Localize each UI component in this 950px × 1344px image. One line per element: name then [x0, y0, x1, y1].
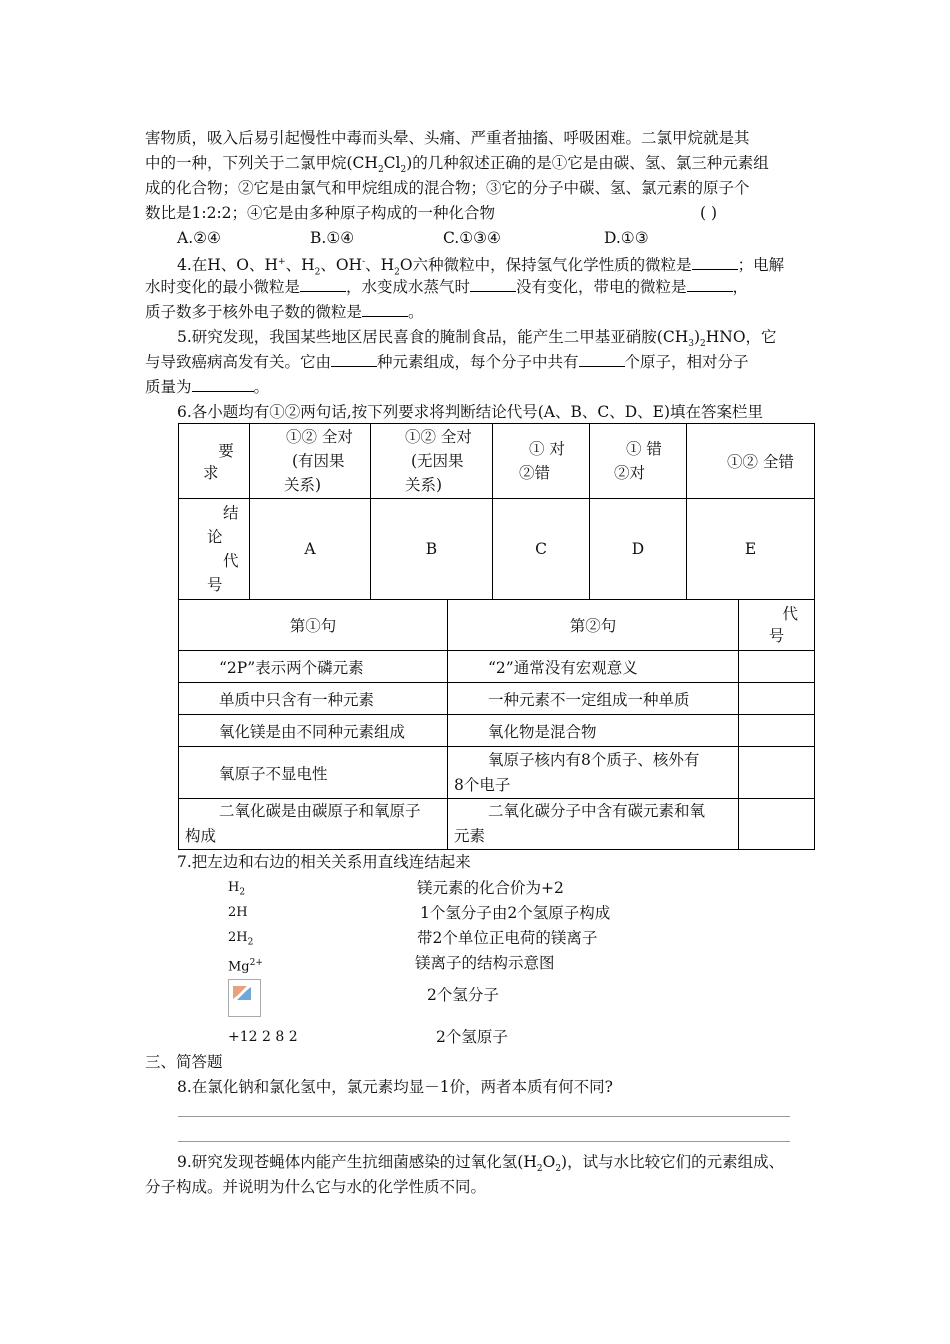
criteria-col-3: ① 对 ②错	[493, 424, 590, 499]
row-1-answer[interactable]	[739, 651, 815, 683]
q7-right-6[interactable]: 2个氢原子	[436, 1028, 508, 1046]
section-3-heading: 三、简答题	[145, 1053, 223, 1071]
row-4-first: 氧原子不显电性	[179, 747, 448, 799]
q5-line-3: 质量为 。	[145, 378, 270, 396]
row-1-first: “2P”表示两个磷元素	[179, 651, 448, 683]
q7-left-2h2[interactable]: $2H_2$	[228, 930, 254, 948]
q3-line-4: 数比是1:2:2；④它是由多种原子构成的一种化合物	[145, 204, 496, 222]
q6-answer-table	[178, 599, 815, 850]
q5-line-1: 5.研究发现，我国某些地区居民喜食的腌制食品，能产生二甲基亚硝胺$(CH_3)_2HNO$，它	[177, 328, 777, 350]
q4-blank-1[interactable]	[692, 269, 738, 270]
q3-answer-paren: ( )	[700, 204, 718, 222]
q4-blank-5[interactable]	[362, 316, 408, 317]
q4-blank-4[interactable]	[687, 291, 733, 292]
row-2-answer[interactable]	[739, 683, 815, 715]
broken-image-icon[interactable]	[228, 979, 261, 1017]
q7-left-mg-diagram[interactable]: +12 2 8 2	[228, 1029, 298, 1045]
q7-right-5[interactable]: 2个氢分子	[427, 986, 499, 1004]
q4-blank-2[interactable]	[300, 291, 346, 292]
image-placeholder-icon	[229, 980, 260, 1016]
q7-right-3[interactable]: 带2个单位正电荷的镁离子	[417, 929, 598, 947]
criteria-header-cell: 要 求	[179, 424, 250, 499]
q3-option-b: B.①④	[310, 229, 355, 247]
q7-right-2[interactable]: 1个氢分子由2个氢原子构成	[420, 904, 611, 922]
q4-blank-3[interactable]	[470, 291, 516, 292]
q4-line-2: 水时变化的最小微粒是 ，水变成水蒸气时 没有变化，带电的微粒是 ，	[145, 278, 749, 296]
row-5-answer[interactable]	[739, 799, 815, 850]
q4-line-1: 4.在H、O、H+、$H_2$、OH-、$H_2O$六种微粒中，保持氢气化学性质的微粒是 ；电解	[177, 256, 785, 278]
q9-line-1: 9.研究发现苍蝇体内能产生抗细菌感染的过氧化氢$(H_2O_2)$，试与水比较它们的元素组成、	[177, 1153, 785, 1175]
row-3-answer[interactable]	[739, 715, 815, 747]
header-second-sentence: 第②句	[448, 600, 739, 651]
row-5-first: 二氧化碳是由碳原子和氧原子 构成	[179, 799, 448, 850]
q7-left-mg-ion[interactable]: $Mg^{2+}$	[228, 958, 263, 975]
result-code-b: B	[371, 499, 493, 600]
q3-line-2: 中的一种，下列关于二氯甲烷$(CH_2Cl_2)$的几种叙述正确的是①它是由碳、氢、氯三种元素组	[145, 154, 769, 176]
q3-option-d: D.①③	[604, 229, 649, 247]
q5-blank-1[interactable]	[331, 366, 377, 367]
row-2-first: 单质中只含有一种元素	[179, 683, 448, 715]
q8-text: 8.在氯化钠和氯化氢中，氯元素均显－1价，两者本质有何不同?	[177, 1078, 613, 1096]
result-code-a: A	[250, 499, 371, 600]
criteria-col-2: ①② 全对 (无因果 关系)	[371, 424, 493, 499]
header-first-sentence: 第①句	[179, 600, 448, 651]
q5-blank-3[interactable]	[192, 391, 254, 392]
q9-line-2: 分子构成。并说明为什么它与水的化学性质不同。	[145, 1178, 487, 1196]
row-1-second: “2”通常没有宏观意义	[448, 651, 739, 683]
q5-blank-2[interactable]	[579, 366, 625, 367]
q6-criteria-table	[178, 423, 815, 600]
criteria-col-4: ① 错 ②对	[590, 424, 687, 499]
q3-line-1: 害物质，吸入后易引起慢性中毒而头晕、头痛、严重者抽搐、呼吸困难。二氯甲烷就是其	[145, 129, 750, 147]
row-3-second: 氧化物是混合物	[448, 715, 739, 747]
q3-line-3: 成的化合物；②它是由氯气和甲烷组成的混合物；③它的分子中碳、氢、氯元素的原子个	[145, 179, 750, 197]
q5-line-2: 与导致癌病高发有关。它由 种元素组成，每个分子中共有 个原子，相对分子	[145, 353, 749, 371]
q8-answer-line-1[interactable]	[178, 1116, 790, 1117]
result-header-cell: 结 论 代 号	[179, 499, 250, 600]
q8-answer-line-2[interactable]	[178, 1141, 790, 1142]
row-4-second: 氧原子核内有8个质子、核外有 8个电子	[448, 747, 739, 799]
q7-right-4[interactable]: 镁离子的结构示意图	[415, 954, 555, 972]
result-code-e: E	[687, 499, 815, 600]
q3-option-a: A.②④	[177, 229, 221, 247]
q7-left-h2[interactable]: $H_2$	[228, 880, 246, 898]
q6-intro: 6.各小题均有①②两句话,按下列要求将判断结论代号(A、B、C、D、E)填在答案栏里	[177, 403, 763, 421]
criteria-col-5: ①② 全错	[687, 424, 815, 499]
q7-left-2h[interactable]: 2H	[228, 905, 248, 920]
result-code-c: C	[493, 499, 590, 600]
q7-right-1[interactable]: 镁元素的化合价为+2	[417, 879, 564, 897]
q4-line-3: 质子数多于核外电子数的微粒是 。	[145, 303, 424, 321]
q3-option-c: C.①③④	[443, 229, 501, 247]
criteria-col-1: ①② 全对 (有因果 关系)	[250, 424, 371, 499]
row-4-answer[interactable]	[739, 747, 815, 799]
row-3-first: 氧化镁是由不同种元素组成	[179, 715, 448, 747]
row-2-second: 一种元素不一定组成一种单质	[448, 683, 739, 715]
header-code: 代 号	[739, 600, 815, 651]
row-5-second: 二氧化碳分子中含有碳元素和氧 元素	[448, 799, 739, 850]
result-code-d: D	[590, 499, 687, 600]
q7-intro: 7.把左边和右边的相关关系用直线连结起来	[177, 853, 471, 871]
